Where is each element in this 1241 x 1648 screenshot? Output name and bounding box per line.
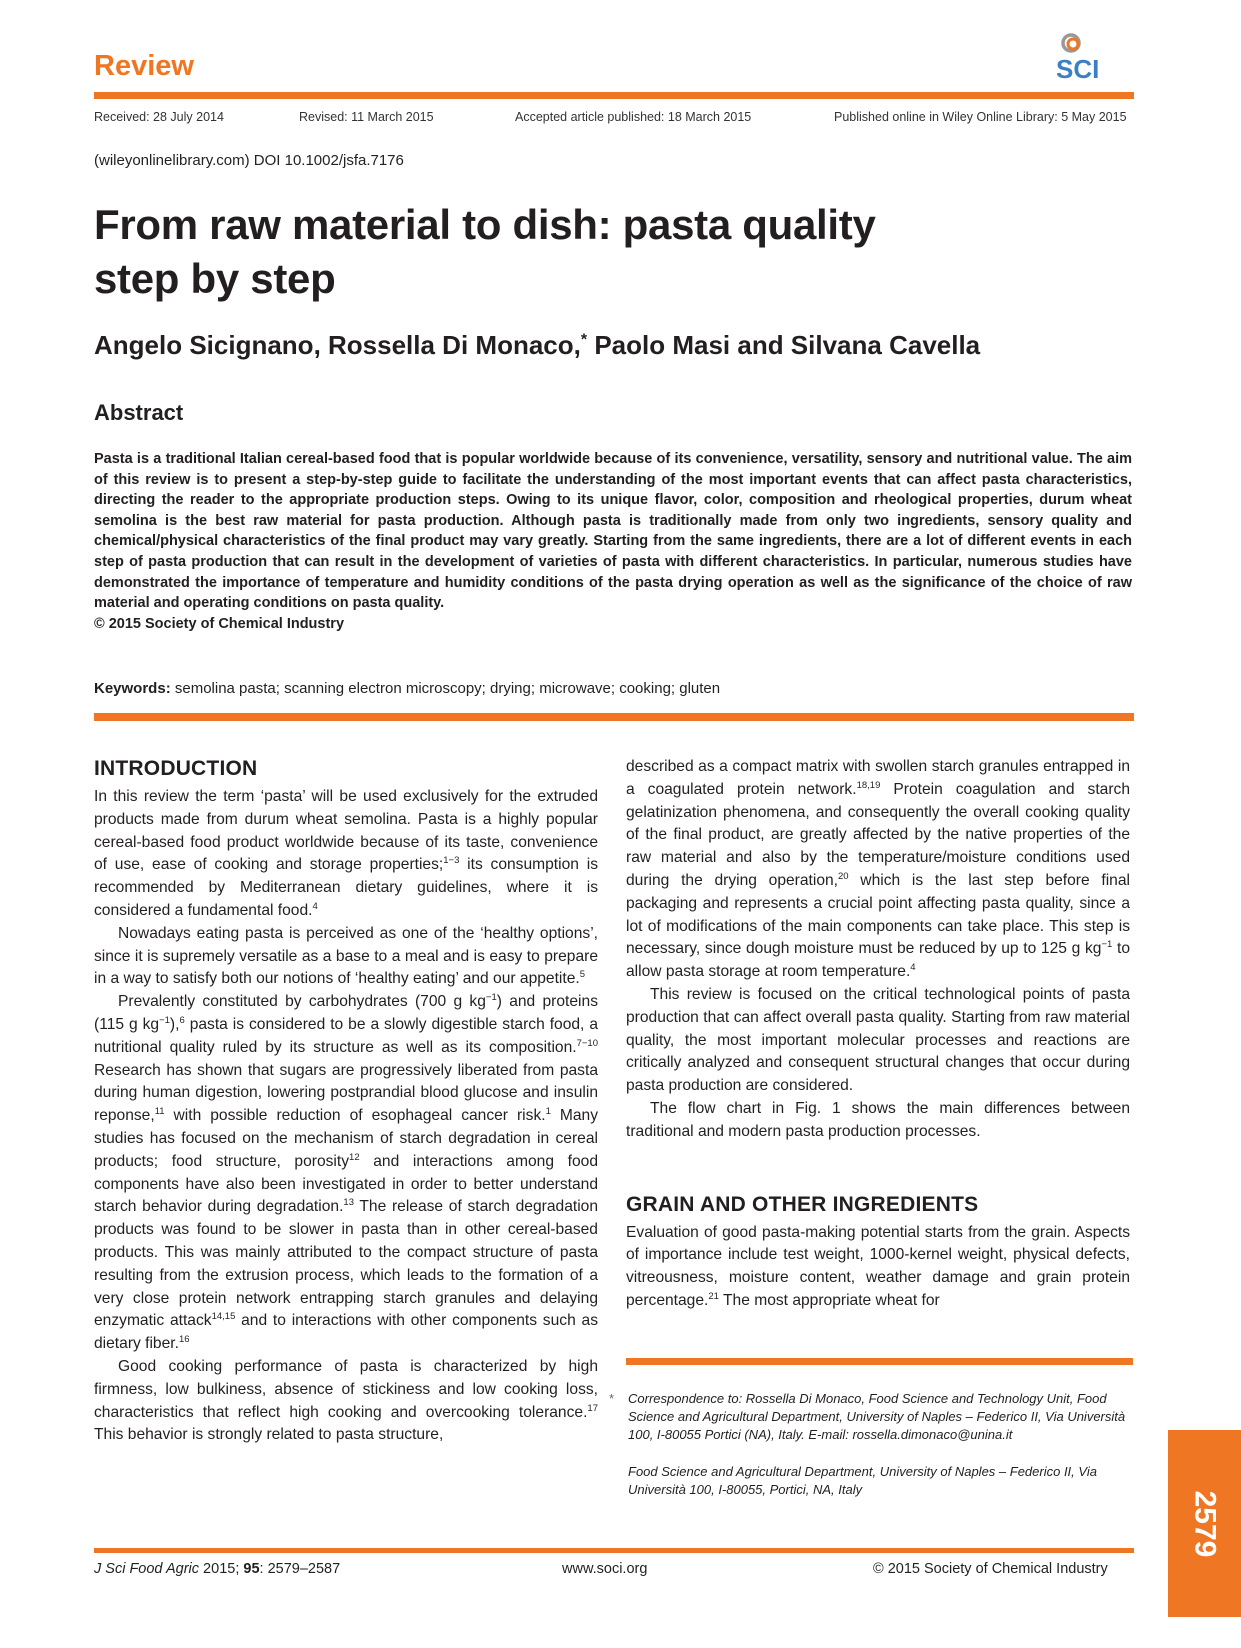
unit-exponent: −1: [159, 1014, 170, 1026]
abstract-heading: Abstract: [94, 400, 184, 425]
page-number-text: 2579: [1188, 1490, 1222, 1557]
doi[interactable]: (wileyonlinelibrary.com) DOI 10.1002/jsfa.7176: [94, 152, 404, 169]
keywords: [94, 680, 720, 697]
citation[interactable]: 6: [179, 1014, 185, 1026]
abstract-copyright: © 2015 Society of Chemical Industry: [94, 615, 345, 632]
header-rule: [94, 92, 1134, 99]
footer-rule: [94, 1548, 1134, 1553]
abstract-rule: [94, 713, 1134, 721]
affiliation: Food Science and Agricultural Department, University of Naples – Federico II, Via Università 100, I-80055, Portici, NA, Italy: [628, 1463, 1097, 1497]
title-line-1: From raw material to dish: pasta quality: [94, 201, 876, 248]
sci-logo: [1052, 30, 1132, 82]
citation[interactable]: 1: [545, 1105, 551, 1117]
journal-name: J Sci Food Agric: [94, 1561, 200, 1577]
citation[interactable]: 11: [154, 1105, 165, 1117]
footnote-star: *: [609, 1391, 615, 1406]
right-column: [626, 756, 1130, 1313]
left-column: [94, 756, 598, 1447]
citation[interactable]: 7−10: [576, 1037, 598, 1049]
citation[interactable]: 4: [910, 961, 916, 973]
authors-part-2: Paolo Masi and Silvana Cavella: [587, 330, 981, 360]
citation[interactable]: 17: [587, 1402, 598, 1414]
intro-paragraph-6: This review is focused on the critical technological points of pasta production that can affect overall pasta quality. Starting from raw material quality, the most important molecular processes and reactions are critically analyzed and consequent structural changes that occur during pasta production are considered.: [626, 985, 1130, 1095]
intro-paragraph-3: Prevalently constituted by carbohydrates (700 g $kg^{-1}$) and proteins (115 g $kg^{-1}),^6$ pasta is considered to be a slowly digestible starch food, a nutritional quality ruled by its structure as well as its composition.$^{7-10}$ Research has shown that sugars are progressively liberated from pasta during human digestion, lowering postprandial blood glucose and insulin reponse,$^{11}$ with possible reduction of esophageal cancer risk.$^1$ Many studies has focused on the mechanism of starch degradation in cereal products; food structure, porosity$^{12}$ and interactions among food components have also been investigated in order to better understand starch behavior during degradation.$^{13}$ The release of starch degradation products was found to be slower in pasta than in other cereal-based products. This was mainly attributed to the compact structure of pasta resulting from the extrusion process, which leads to the formation of a very close protein network entrapping starch granules and delaying enzymatic attack$^{14,15}$ and to interactions with other components such as dietary fiber.$^{16}$: [94, 991, 599, 1353]
intro-paragraph-7: The flow chart in Fig. 1 shows the main differences between traditional and modern pasta production processes.: [626, 1099, 1130, 1140]
footer-website-link[interactable]: www.soci.org: [562, 1561, 648, 1577]
keywords-label: Keywords:: [94, 680, 171, 697]
abstract-text: [94, 449, 1132, 634]
citation[interactable]: 13: [343, 1197, 354, 1209]
authors-part-1: Angelo Sicignano, Rossella Di Monaco,: [94, 330, 581, 360]
grain-heading: GRAIN AND OTHER INGREDIENTS: [626, 1192, 979, 1216]
citation[interactable]: 18,19: [856, 779, 881, 791]
volume: 95: [243, 1561, 260, 1577]
keywords-list: semolina pasta; scanning electron microscopy; drying; microwave; cooking; gluten: [170, 680, 721, 697]
section-spacer: [626, 1144, 1130, 1192]
revised-date: Revised: 11 March 2015: [299, 110, 434, 124]
citation[interactable]: 21: [708, 1290, 719, 1302]
accepted-date: Accepted article published: 18 March 2015: [515, 110, 752, 124]
unit-exponent: −1: [485, 991, 497, 1003]
footer-citation: J Sci Food Agric 2015; 95: 2579–2587: [94, 1561, 341, 1577]
citation[interactable]: 1−3: [443, 855, 460, 867]
abstract-body: Pasta is a traditional Italian cereal-based food that is popular worldwide because of its convenience, versatility, sensory and nutritional value. The aim of this review is to present a step-by-step guide to facilitate the understanding of the most important events that can affect pasta characteristics, directing the reader to the appropriate production steps. Owing to its unique flavor, color, composition and rheological properties, durum wheat semolina is the best raw material for pasta production. Although pasta is traditionally made from only two ingredients, sensory quality and chemical/physical characteristics of the final product may vary greatly. Starting from the same ingredients, there are a lot of different events in each step of pasta production that can result in the development of varieties of pasta with different characteristics. In particular, numerous studies have demonstrated the importance of temperature and humidity conditions of the pasta drying operation as well as the significance of the choice of raw material and operating conditions on pasta quality.: [94, 451, 1132, 612]
article-title: [94, 198, 1134, 306]
intro-paragraph-4: Good cooking performance of pasta is characterized by high firmness, low bulkiness, absence of stickiness and low cooking loss, characteristics that reflect high cooking and overcooking tolerance.$^{17}$ This behavior is strongly related to pasta structure,: [94, 1357, 598, 1444]
sci-logo-text: SCI: [1056, 54, 1100, 82]
citation[interactable]: 14,15: [211, 1311, 236, 1323]
footnote: [609, 1390, 1133, 1517]
introduction-heading: INTRODUCTION: [94, 757, 258, 780]
intro-paragraph-5: described as a compact matrix with swollen starch granules entrapped in a coagulated protein network.$^{18,19}$ Protein coagulation and starch gelatinization phenomena, and consequently the overall cooking quality of the final product, are greatly affected by the native properties of the raw material and also by the temperature/moisture conditions used during the drying operation,$^{20}$ which is the last step before final packaging and represents a crucial point affecting pasta quality, since a lot of modifications of the main components can take place. This step is necessary, since dough moisture must be reduced by up to 125 g $kg^{-1}$ to allow pasta storage at room temperature.$^4$: [626, 758, 1130, 981]
citation[interactable]: 20: [838, 870, 849, 882]
grain-paragraph-1: Evaluation of good pasta-making potential starts from the grain. Aspects of importance include test weight, 1000-kernel weight, physical defects, vitreousness, moisture content, weather damage and grain protein percentage.$^{21}$ The most appropriate wheat for: [626, 1223, 1130, 1309]
page-number: [1168, 1430, 1241, 1617]
received-date: Received: 28 July 2014: [94, 110, 224, 124]
title-line-2: step by step: [94, 255, 336, 302]
footnote-rule: [626, 1358, 1133, 1365]
citation[interactable]: 5: [579, 969, 586, 981]
authors: [94, 330, 1144, 361]
section-label: Review: [94, 50, 194, 82]
citation[interactable]: 4: [312, 900, 318, 912]
footer-copyright: © 2015 Society of Chemical Industry: [873, 1561, 1108, 1577]
correspondence: Correspondence to: Rossella Di Monaco, Food Science and Technology Unit, Food Science and Agricultural Department, University of Naples – Federico II, Via Università 100, I-80055 Portici (NA), Italy. E-mail: rossella.dimonaco@unina.it: [628, 1391, 1126, 1443]
citation[interactable]: 12: [349, 1151, 360, 1163]
intro-paragraph-1: In this review the term ‘pasta’ will be used exclusively for the extruded products made from durum wheat semolina. Pasta is a highly popular cereal-based food product worldwide because of its taste, convenience of use, ease of cooking and storage properties;$^{1-3}$ its consumption is recommended by Mediterranean dietary guidelines, where it is considered a fundamental food.$^4$: [94, 788, 598, 919]
corresponding-author-mark: *: [580, 331, 588, 349]
published-date: Published online in Wiley Online Library: 5 May 2015: [834, 110, 1127, 124]
intro-paragraph-2: Nowadays eating pasta is perceived as one of the ‘healthy options’, since it is supremely versatile as a base to a meal and is easy to prepare in a way to satisfy both our notions of ‘healthy eating’ and our appetite.$^5$: [94, 924, 598, 988]
citation[interactable]: 16: [178, 1333, 190, 1345]
unit-exponent: −1: [1101, 939, 1113, 951]
